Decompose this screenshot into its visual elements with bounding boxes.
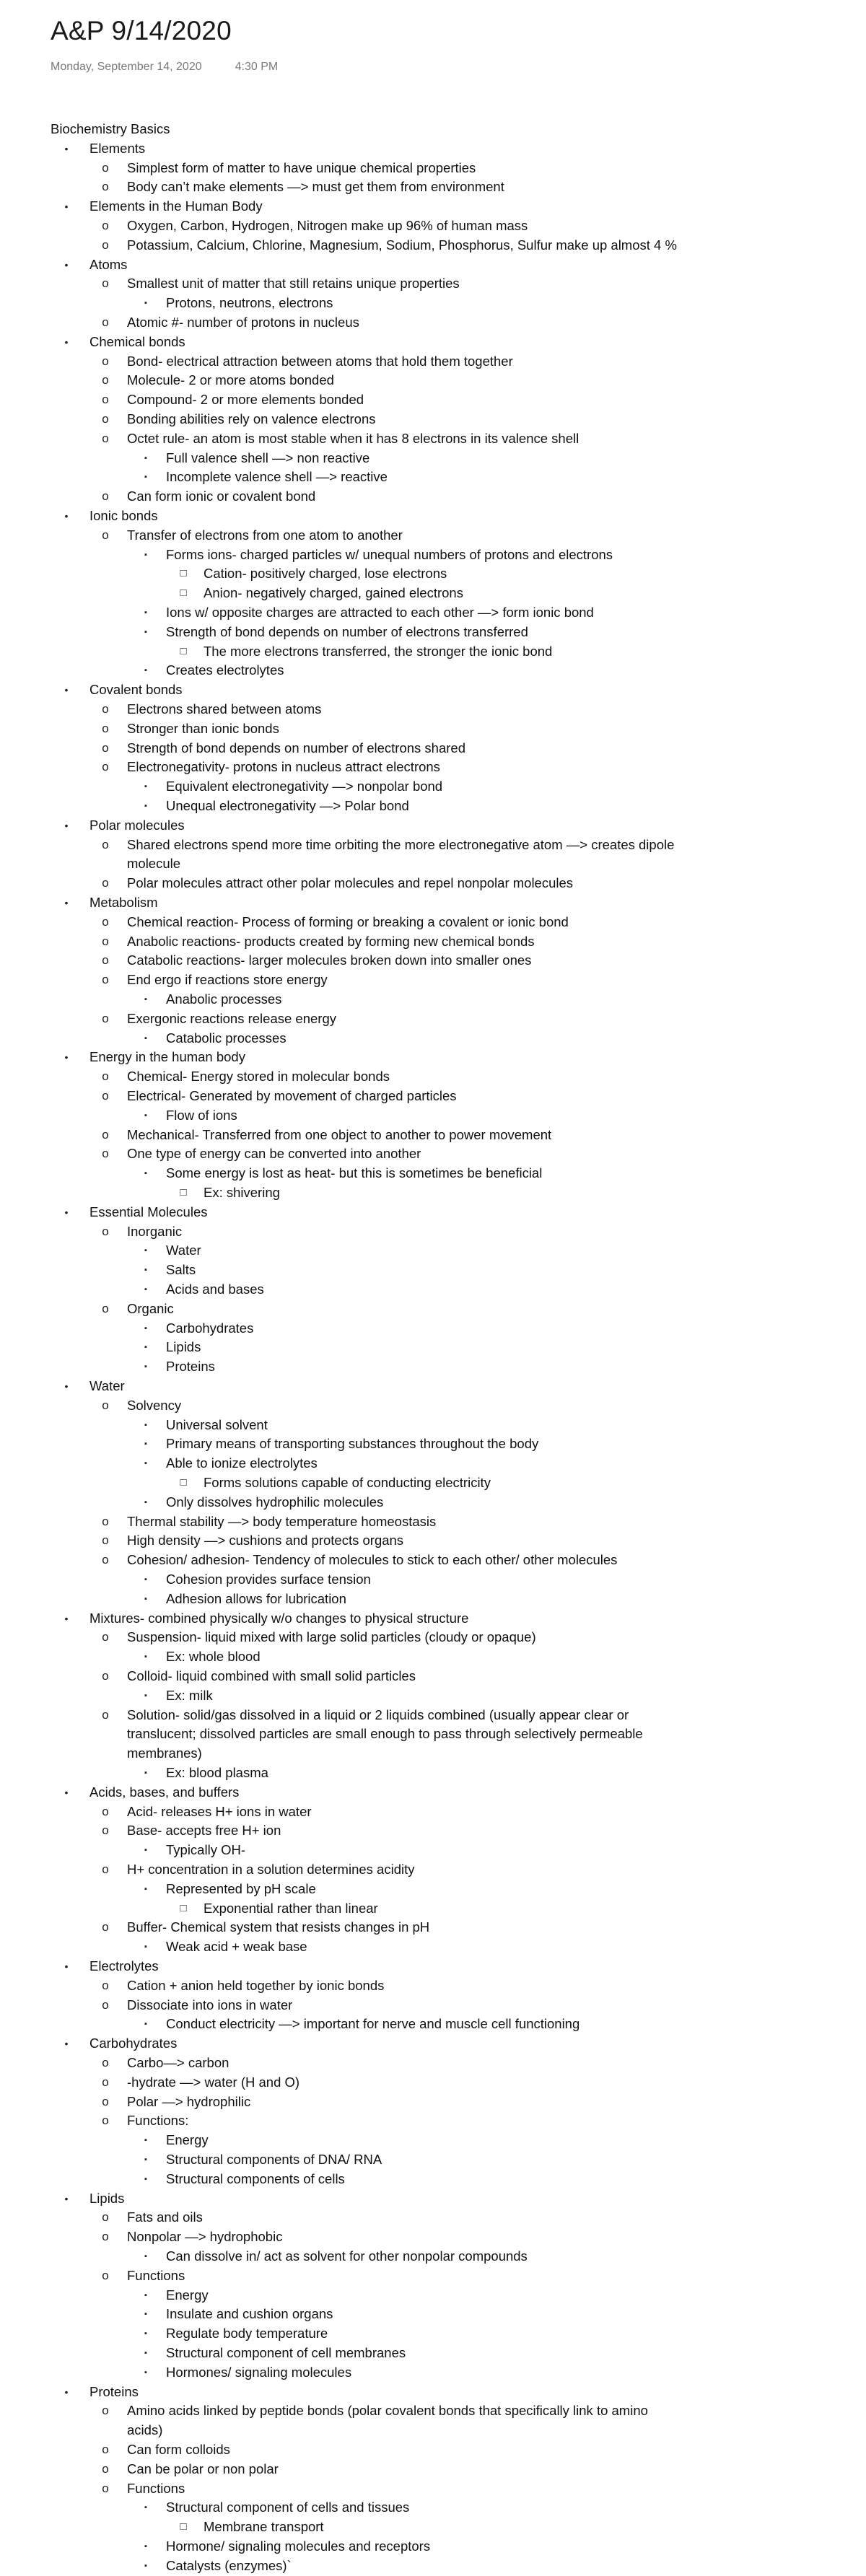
bullet-level-4-icon: □ [180,1476,187,1489]
bullet-level-1-icon: • [64,510,69,522]
outline-item-text: Acids and bases [166,1282,264,1297]
outline-item-continuation: molecule [127,856,181,872]
outline-item-text: Bond- electrical attraction between atoms that hold them together [127,353,513,369]
bullet-level-2-icon: o [102,2443,109,2456]
outline-item-text: Polar —> hydrophilic [127,2093,251,2109]
bullet-level-2-icon: o [102,489,109,504]
outline-item-text: Chemical- Energy stored in molecular bonds [127,1069,390,1085]
outline-item-text: Ex: milk [166,1687,213,1703]
outline-item-text: Primary means of transporting substances throughout the body [166,1436,539,1452]
outline-item-text: Solvency [127,1397,182,1413]
outline-item-continuation: membranes) [127,1745,202,1761]
outline-item-text: Regulate body temperature [166,2326,328,2341]
bullet-level-3-icon: ▪ [144,453,147,463]
outline-item-text: H+ concentration in a solution determines acidity [127,1862,415,1877]
bullet-level-2-icon: o [102,1514,109,1528]
bullet-level-2-icon: o [102,1011,109,1025]
outline-item-text: Potassium, Calcium, Chlorine, Magnesium, Sodium, Phosphorus, Sulfur make up almost 4 % [127,237,677,253]
bullet-level-3-icon: ▪ [144,1769,147,1777]
outline-item-text: Mixtures- combined physically w/o changes to physical structure [89,1610,469,1626]
bullet-level-4-icon: □ [180,1186,187,1199]
outline-item-text: Ex: whole blood [166,1649,261,1665]
outline-item-text: Compound- 2 or more elements bonded [127,392,364,408]
bullet-level-3-icon: ▪ [144,666,147,675]
outline-item-text: Chemical bonds [89,333,185,349]
outline-item-text: Dissociate into ions in water [127,1997,293,2012]
outline-item-text: Incomplete valence shell —> reactive [166,469,388,485]
outline-item-text: Carbohydrates [166,1320,254,1336]
bullet-level-3-icon: ▪ [144,1420,147,1429]
bullet-level-2-icon: o [102,2404,109,2418]
bullet-level-1-icon: • [64,1206,69,1218]
outline-item-continuation: translucent; dissolved particles are small enough to pass through selectively permeable [127,1726,643,1742]
bullet-level-2-icon: o [102,1553,109,1567]
outline-item-text: Carbo—> carbon [127,2055,229,2070]
bullet-level-2-icon: o [102,1127,109,1142]
bullet-level-3-icon: ▪ [144,2174,147,2183]
bullet-level-3-icon: ▪ [144,1884,147,1893]
outline-item-text: Amino acids linked by peptide bonds (polar covalent bonds that specifically link to amino [127,2403,648,2419]
bullet-level-2-icon: o [102,1089,109,1103]
outline-item-text: Anabolic processes [166,991,282,1007]
outline-item-text: Water [89,1378,125,1393]
bullet-level-3-icon: ▪ [144,1459,147,1468]
outline-item-text: Elements [89,140,146,156]
bullet-level-3-icon: ▪ [144,2155,147,2164]
bullet-level-4-icon: □ [180,587,187,600]
outline-item-text: Exponential rather than linear [204,1900,378,1916]
bullet-level-2-icon: o [102,373,109,387]
outline-item-text: Acid- releases H+ ions in water [127,1803,312,1819]
bullet-level-2-icon: o [102,527,109,542]
outline-item-text: Nonpolar —> hydrophobic [127,2229,283,2245]
bullet-level-4-icon: □ [180,1901,187,1914]
bullet-level-3-icon: ▪ [144,1497,147,1507]
outline-item-text: Electrolytes [89,1958,159,1973]
outline-item-text: Cohesion/ adhesion- Tendency of molecules to stick to each other/ other molecules [127,1552,618,1568]
outline-item-text: Stronger than ionic bonds [127,720,279,736]
outline-item-text: Transfer of electrons from one atom to another [127,527,403,543]
bullet-level-2-icon: o [102,2268,109,2282]
bullet-level-2-icon: o [102,973,109,987]
bullet-level-3-icon: ▪ [144,1343,147,1352]
bullet-level-2-icon: o [102,2481,109,2495]
bullet-level-1-icon: • [64,201,69,213]
outline-item-text: High density —> cushions and protects organs [127,1533,404,1548]
bullet-level-2-icon: o [102,2094,109,2108]
bullet-level-3-icon: ▪ [144,782,147,792]
bullet-level-1-icon: • [64,819,69,831]
outline-item-text: Full valence shell —> non reactive [166,450,370,465]
bullet-level-3-icon: ▪ [144,1246,147,1256]
bullet-level-2-icon: o [102,740,109,755]
bullet-level-1-icon: • [64,142,69,154]
bullet-level-2-icon: o [102,934,109,948]
bullet-level-2-icon: o [102,1823,109,1838]
outline-item-text: Forms ions- charged particles w/ unequal numbers of protons and electrons [166,546,613,562]
outline-item-text: Suspension- liquid mixed with large solid particles (cloudy or opaque) [127,1629,536,1645]
bullet-level-3-icon: ▪ [144,2503,147,2513]
outline-item-text: Catalysts (enzymes)` [166,2557,292,2573]
outline-item-text: Unequal electronegativity —> Polar bond [166,798,409,813]
outline-item-text: Forms solutions capable of conducting electricity [204,1475,491,1490]
bullet-level-2-icon: o [102,1997,109,2012]
bullet-level-2-icon: o [102,1862,109,1876]
bullet-level-3-icon: ▪ [144,1033,147,1043]
page-time: 4:30 PM [235,61,279,73]
outline-item-text: -hydrate —> water (H and O) [127,2074,300,2090]
outline-item-text: Structural components of cells [166,2170,345,2186]
outline-item-text: Proteins [166,1359,215,1375]
outline-item-text: Structural component of cells and tissues [166,2500,410,2515]
bullet-level-1-icon: • [64,258,69,271]
outline-item-text: Electrons shared between atoms [127,701,322,717]
outline-item-text: Buffer- Chemical system that resists changes in pH [127,1919,430,1935]
page-title: A&P 9/14/2020 [51,16,232,45]
bullet-level-3-icon: ▪ [144,550,147,559]
outline-item-text: Functions [127,2480,185,2496]
outline-item-text: Weak acid + weak base [166,1939,307,1955]
outline-item-text: Can be polar or non polar [127,2461,279,2476]
bullet-level-2-icon: o [102,315,109,329]
outline-item-text: Acids, bases, and buffers [89,1784,240,1800]
outline-item-text: Inorganic [127,1223,183,1239]
outline-item-text: Mechanical- Transferred from one object to another to power movement [127,1126,552,1142]
bullet-level-3-icon: ▪ [144,1594,147,1603]
outline-item-text: Essential Molecules [89,1204,208,1219]
bullet-level-2-icon: o [102,2210,109,2225]
outline-item-text: Elements in the Human Body [89,198,263,214]
outline-item-text: Atoms [89,256,128,272]
bullet-level-2-icon: o [102,1669,109,1683]
bullet-level-1-icon: • [64,2038,69,2050]
outline-item-text: Solution- solid/gas dissolved in a liquid or 2 liquids combined (usually appear clear or [127,1707,629,1722]
outline-item-text: Creates electrolytes [166,662,284,678]
outline-item-text: Body can’t make elements —> must get them from environment [127,179,504,195]
bullet-level-2-icon: o [102,1301,109,1315]
bullet-level-3-icon: ▪ [144,1942,147,1952]
bullet-level-2-icon: o [102,2056,109,2069]
outline-item-text: Smallest unit of matter that still retains unique properties [127,276,460,292]
bullet-level-3-icon: ▪ [144,2561,147,2570]
outline-item-text: Anion- negatively charged, gained electrons [204,585,463,601]
bullet-level-3-icon: ▪ [144,1110,147,1120]
bullet-level-2-icon: o [102,721,109,735]
outline-item-continuation: acids) [127,2422,163,2438]
outline-item-text: Anabolic reactions- products created by forming new chemical bonds [127,933,535,949]
outline-item-text: The more electrons transferred, the stronger the ionic bond [204,643,553,659]
outline-item-text: Typically OH- [166,1842,245,1858]
outline-item-text: Equivalent electronegativity —> nonpolar bond [166,779,443,794]
outline-item-text: Fats and oils [127,2209,203,2225]
bullet-level-3-icon: ▪ [144,995,147,1004]
outline-item-text: Some energy is lost as heat- but this is sometimes be beneficial [166,1165,543,1181]
outline-item-text: Electrical- Generated by movement of charged particles [127,1088,457,1103]
outline-item-text: Water [166,1243,201,1258]
bullet-level-3-icon: ▪ [144,1323,147,1333]
bullet-level-2-icon: o [102,393,109,407]
outline-item-text: Carbohydrates [89,2036,178,2051]
outline-item-text: Atomic #- number of protons in nucleus [127,315,359,330]
bullet-level-3-icon: ▪ [144,2252,147,2261]
bullet-level-3-icon: ▪ [144,802,147,810]
outline-item-text: Base- accepts free H+ ion [127,1823,281,1839]
bullet-level-3-icon: ▪ [144,1691,147,1700]
outline-item-text: Biochemistry Basics [51,121,170,136]
outline-item-text: Hormone/ signaling molecules and receptors [166,2538,431,2554]
outline-item-text: Polar molecules attract other polar molecules and repel nonpolar molecules [127,875,574,891]
bullet-level-1-icon: • [64,684,69,696]
outline-item-text: Polar molecules [89,817,185,833]
outline-item-text: Salts [166,1262,196,1278]
bullet-level-3-icon: ▪ [144,2310,147,2319]
bullet-level-2-icon: o [102,760,109,774]
bullet-level-2-icon: o [102,2230,109,2244]
outline-item-text: Catabolic reactions- larger molecules broken down into smaller ones [127,952,532,968]
outline-item-text: Chemical reaction- Process of forming or breaking a covalent or ionic bond [127,914,569,929]
bullet-level-3-icon: ▪ [144,2542,147,2551]
bullet-level-2-icon: o [102,1224,109,1238]
outline-item-text: Octet rule- an atom is most stable when it has 8 electrons in its valence shell [127,430,579,446]
outline-item-text: Hormones/ signaling molecules [166,2364,352,2380]
outline-item-text: Simplest form of matter to have unique chemical properties [127,159,476,175]
bullet-level-2-icon: o [102,837,109,851]
bullet-level-2-icon: o [102,1069,109,1084]
bullet-level-3-icon: ▪ [144,1169,147,1178]
outline-item-text: Can form ionic or covalent bond [127,489,316,504]
bullet-level-2-icon: o [102,219,109,232]
outline-item-text: Covalent bonds [89,682,183,698]
bullet-level-2-icon: o [102,431,109,445]
outline-item-text: Cation- positively charged, lose electrons [204,566,447,582]
outline-item-text: Able to ionize electrolytes [166,1455,318,1471]
bullet-level-2-icon: o [102,1533,109,1548]
bullet-level-4-icon: □ [180,2520,187,2533]
bullet-level-2-icon: o [102,953,109,968]
outline-item-text: Membrane transport [204,2519,324,2535]
page-date: Monday, September 14, 2020 [51,61,202,73]
outline-item-text: Ex: blood plasma [166,1765,268,1780]
bullet-level-3-icon: ▪ [144,608,147,617]
bullet-level-3-icon: ▪ [144,1440,147,1449]
bullet-level-3-icon: ▪ [144,2367,147,2377]
bullet-level-2-icon: o [102,2075,109,2089]
outline-item-text: Can form colloids [127,2442,230,2457]
bullet-level-2-icon: o [102,702,109,716]
outline-item-text: Colloid- liquid combined with small solid particles [127,1668,416,1683]
bullet-level-1-icon: • [64,2192,69,2204]
bullet-level-4-icon: □ [180,567,187,580]
outline-item-text: Flow of ions [166,1107,237,1123]
bullet-level-2-icon: o [102,1804,109,1818]
bullet-level-3-icon: ▪ [144,2020,147,2029]
bullet-level-3-icon: ▪ [144,1285,147,1294]
outline-item-text: Molecule- 2 or more atoms bonded [127,372,334,388]
bullet-level-1-icon: • [64,1051,69,1064]
outline-item-text: Lipids [89,2190,125,2206]
bullet-level-1-icon: • [64,897,69,908]
outline-item-text: Lipids [166,1339,201,1355]
bullet-level-2-icon: o [102,1398,109,1412]
outline-item-text: Catabolic processes [166,1030,287,1046]
outline-item-text: Cation + anion held together by ionic bonds [127,1977,385,1993]
outline-item-text: Adhesion allows for lubrication [166,1590,346,1606]
outline-item-text: Exergonic reactions release energy [127,1010,336,1026]
outline-item-text: Protons, neutrons, electrons [166,295,333,311]
bullet-level-2-icon: o [102,2113,109,2128]
bullet-level-2-icon: o [102,354,109,368]
outline-item-text: Energy [166,2132,209,2148]
outline-item-text: Cohesion provides surface tension [166,1572,371,1587]
bullet-level-3-icon: ▪ [144,1846,147,1855]
bullet-level-3-icon: ▪ [144,299,147,308]
bullet-level-3-icon: ▪ [144,2349,147,2357]
bullet-level-2-icon: o [102,1147,109,1161]
bullet-level-2-icon: o [102,1978,109,1992]
bullet-level-3-icon: ▪ [144,2290,147,2300]
outline-item-text: Ions w/ opposite charges are attracted to each other —> form ionic bond [166,605,594,620]
bullet-level-3-icon: ▪ [144,2329,147,2339]
outline-item-text: Ex: shivering [204,1185,280,1200]
bullet-level-1-icon: • [64,1380,69,1392]
outline-item-text: Universal solvent [166,1416,268,1432]
outline-item-text: Structural components of DNA/ RNA [166,2152,382,2167]
bullet-level-2-icon: o [102,2461,109,2476]
bullet-level-1-icon: • [64,1961,69,1972]
outline-item-text: One type of energy can be converted into another [127,1146,421,1162]
outline-item-text: Structural component of cell membranes [166,2345,406,2360]
bullet-level-3-icon: ▪ [144,2136,147,2145]
bullet-level-2-icon: o [102,180,109,194]
bullet-level-2-icon: o [102,914,109,929]
bullet-level-1-icon: • [64,1612,69,1624]
outline-item-text: Functions: [127,2113,189,2129]
outline-item-text: Organic [127,1300,174,1316]
outline-item-text: Strength of bond depends on number of electrons transferred [166,623,528,639]
bullet-level-3-icon: ▪ [144,1575,147,1584]
bullet-level-2-icon: o [102,412,109,426]
outline-item-text: Energy in the human body [89,1049,245,1065]
bullet-level-3-icon: ▪ [144,1266,147,1275]
page-meta [51,61,278,74]
outline-item-text: Metabolism [89,895,158,910]
bullet-level-2-icon: o [102,276,109,291]
bullet-level-3-icon: ▪ [144,473,147,482]
outline-item-text: Strength of bond depends on number of electrons shared [127,740,465,755]
bullet-level-2-icon: o [102,1920,109,1935]
bullet-level-1-icon: • [64,1786,69,1798]
outline-item-text: Represented by pH scale [166,1880,316,1896]
outline-item-text: Thermal stability —> body temperature homeostasis [127,1513,437,1529]
bullet-level-2-icon: o [102,876,109,890]
bullet-level-3-icon: ▪ [144,1652,147,1662]
outline-item-text: Only dissolves hydrophilic molecules [166,1494,384,1510]
outline-item-text: Can dissolve in/ act as solvent for other nonpolar compounds [166,2248,528,2264]
bullet-level-2-icon: o [102,1707,109,1722]
bullet-level-3-icon: ▪ [144,627,147,636]
bullet-level-2-icon: o [102,237,109,252]
outline-item-text: Functions [127,2267,185,2283]
bullet-level-1-icon: • [64,336,69,348]
outline-item-text: Proteins [89,2383,139,2399]
bullet-level-2-icon: o [102,1630,109,1644]
outline-item-text: Shared electrons spend more time orbiting the more electronegative atom —> creates dipole [127,836,675,852]
outline-item-text: Insulate and cushion organs [166,2306,333,2322]
outline-item-text: Ionic bonds [89,508,158,523]
outline-item-text: End ergo if reactions store energy [127,972,328,988]
outline-item-text: Conduct electricity —> important for nerve and muscle cell functioning [166,2016,580,2032]
bullet-level-1-icon: • [64,2386,69,2398]
bullet-level-3-icon: ▪ [144,1362,147,1372]
outline-item-text: Energy [166,2287,209,2303]
outline-item-text: Oxygen, Carbon, Hydrogen, Nitrogen make up 96% of human mass [127,218,528,233]
bullet-level-2-icon: o [102,160,109,175]
outline-item-text: Electronegativity- protons in nucleus attract electrons [127,759,440,775]
bullet-level-4-icon: □ [180,644,187,657]
outline-item-text: Bonding abilities rely on valence electrons [127,411,376,426]
